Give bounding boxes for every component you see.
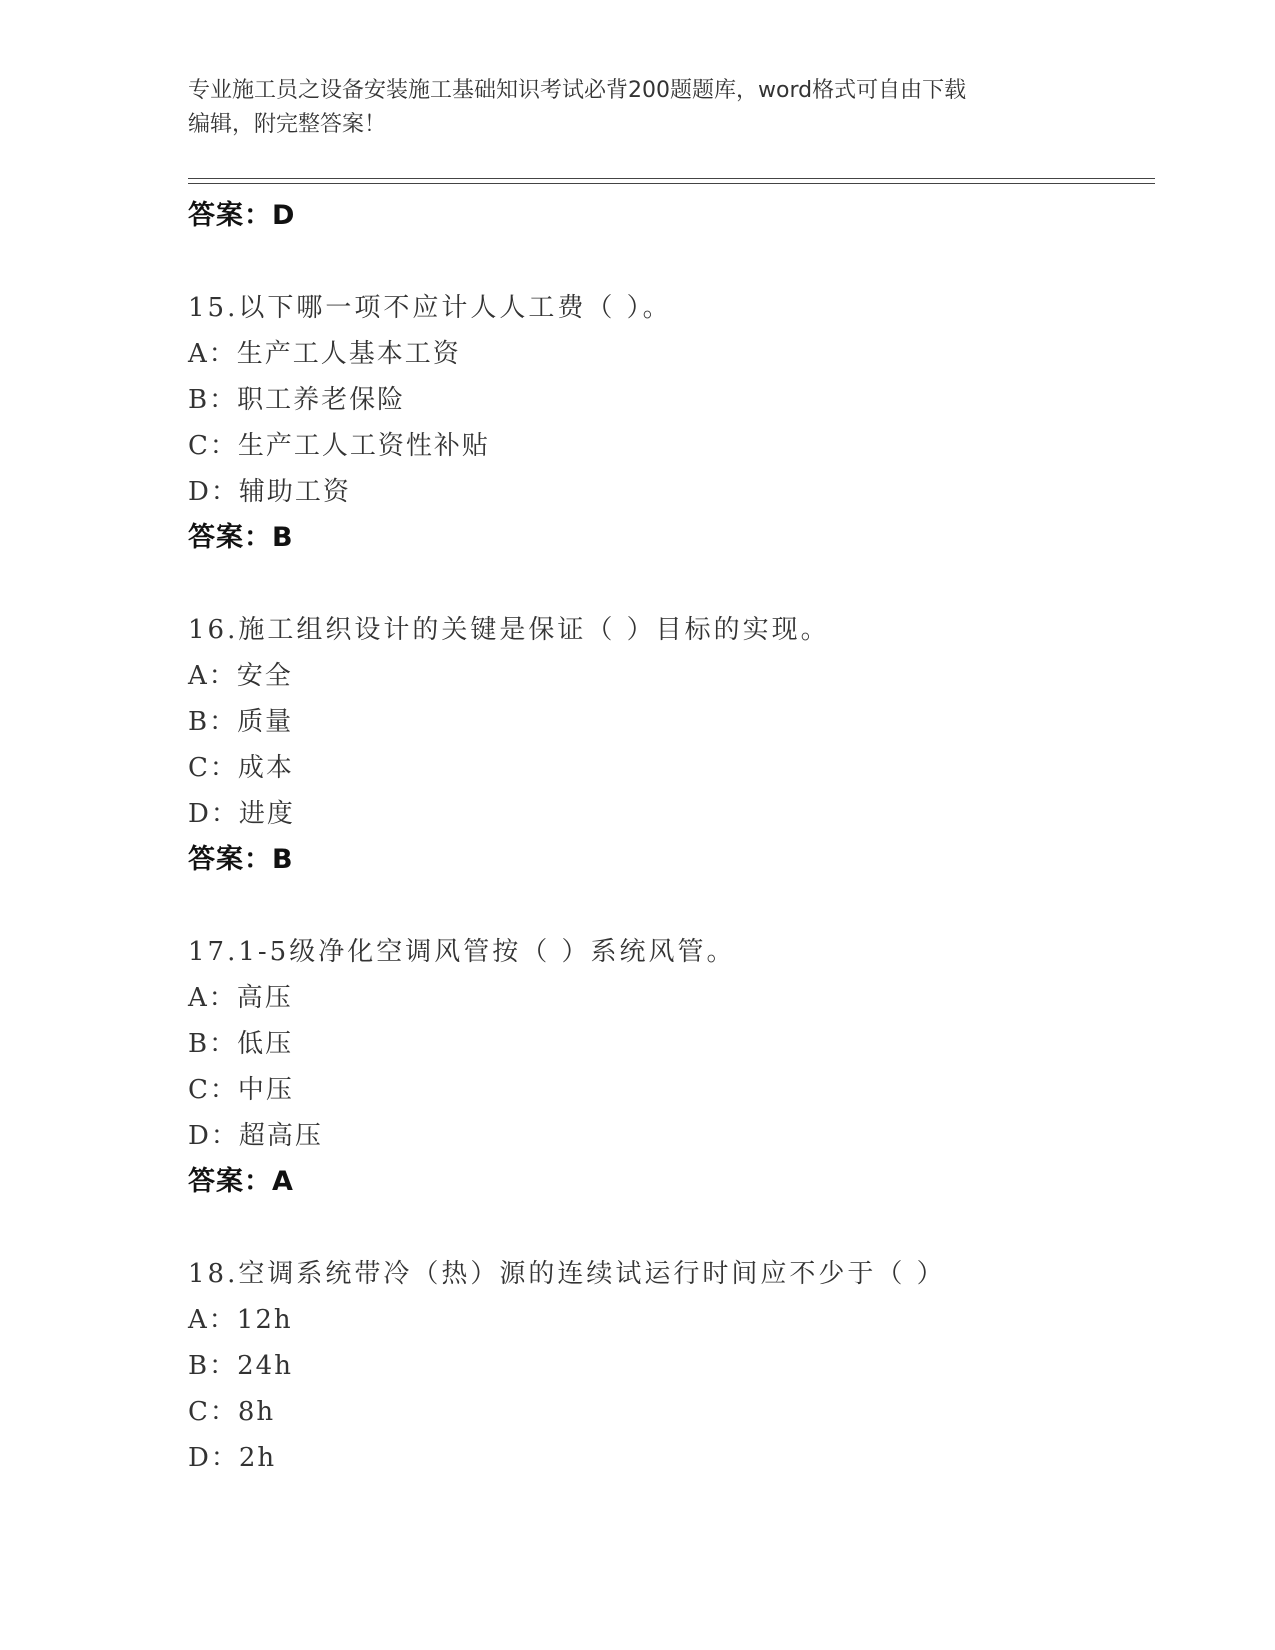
option-d: D：超高压 xyxy=(188,1121,323,1151)
question-16 xyxy=(188,607,1155,883)
answer: 答案：B xyxy=(188,522,294,553)
option-c: C：生产工人工资性补贴 xyxy=(188,431,490,461)
option-d: D：辅助工资 xyxy=(188,477,351,507)
option-d: D：进度 xyxy=(188,799,295,829)
option-a: A：生产工人基本工资 xyxy=(188,339,461,369)
option-b: B：质量 xyxy=(188,707,294,737)
option-c: C：8h xyxy=(188,1397,276,1427)
spacer xyxy=(188,883,1155,929)
option-a: A：高压 xyxy=(188,983,293,1013)
question-text: 15.以下哪一项不应计人人工费（ ）。 xyxy=(188,293,672,323)
question-text: 17.1-5级净化空调风管按（ ）系统风管。 xyxy=(188,937,736,967)
option-d: D：2h xyxy=(188,1443,277,1473)
question-18 xyxy=(188,1251,1155,1481)
option-a: A：12h xyxy=(188,1305,293,1335)
question-text: 18.空调系统带冷（热）源的连续试运行时间应不少于（ ） xyxy=(188,1259,946,1289)
option-c: C：中压 xyxy=(188,1075,294,1105)
spacer xyxy=(188,1205,1155,1251)
option-c: C：成本 xyxy=(188,753,294,783)
question-15 xyxy=(188,285,1155,561)
answer: 答案：B xyxy=(188,844,294,875)
option-b: B：24h xyxy=(188,1351,293,1381)
header-divider-top xyxy=(188,178,1155,179)
answer: 答案：A xyxy=(188,1166,294,1197)
header-title-line-2: 编辑，附完整答案！ xyxy=(188,112,387,137)
header-divider-bottom xyxy=(188,183,1155,184)
option-b: B：职工养老保险 xyxy=(188,385,406,415)
spacer xyxy=(188,561,1155,607)
document-header xyxy=(188,74,1088,142)
document-body xyxy=(188,193,1155,1481)
option-a: A：安全 xyxy=(188,661,293,691)
question-17 xyxy=(188,929,1155,1205)
spacer xyxy=(188,239,1155,285)
option-b: B：低压 xyxy=(188,1029,294,1059)
header-title-line-1: 专业施工员之设备安装施工基础知识考试必背200题题库，word格式可自由下载 xyxy=(188,78,967,103)
previous-answer: 答案：D xyxy=(188,200,296,231)
question-text: 16.施工组织设计的关键是保证（ ）目标的实现。 xyxy=(188,615,830,645)
